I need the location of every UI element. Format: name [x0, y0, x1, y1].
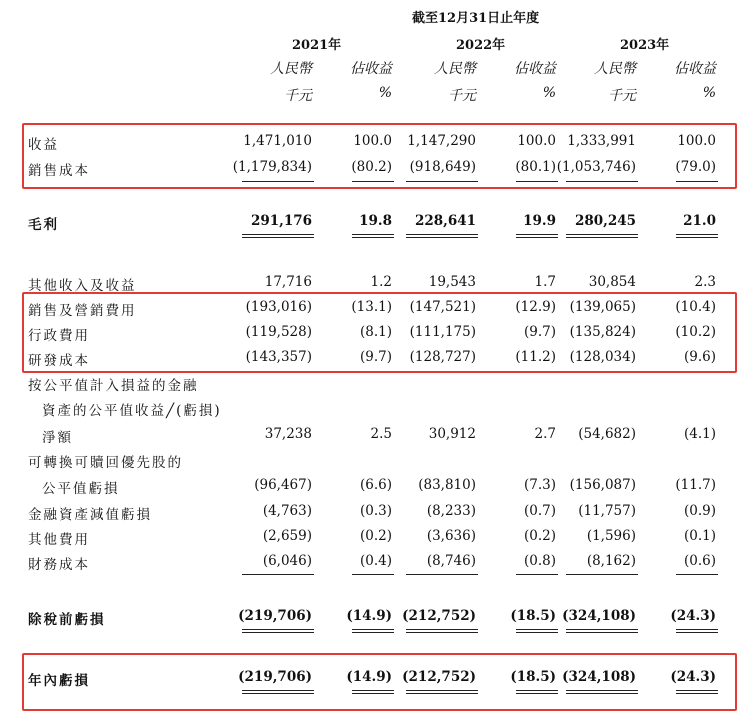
table-cell: (3,636): [426, 528, 476, 544]
underline: [516, 629, 558, 630]
table-cell: (96,467): [254, 477, 312, 493]
unit-label: 千元: [448, 88, 476, 104]
table-cell: (11.2): [515, 349, 556, 365]
row-label: 銷售成本: [28, 163, 90, 179]
table-cell: (2,659): [262, 528, 312, 544]
table-cell: (83,810): [418, 477, 476, 493]
underline: [352, 574, 394, 575]
underline: [352, 629, 394, 630]
table-cell: 19.8: [359, 213, 392, 229]
year-2022-header: 2022年: [456, 38, 506, 53]
table-cell: (219,706): [238, 608, 312, 624]
underline: [676, 632, 718, 633]
row-label: 銷售及營銷費用: [28, 303, 137, 319]
table-cell: (193,016): [245, 299, 312, 315]
table-cell: 2.3: [694, 274, 716, 290]
table-cell: 1,333,991: [567, 133, 636, 149]
row-label: 可轉換可贖回優先股的: [28, 455, 183, 471]
table-cell: (8,746): [426, 553, 476, 569]
underline: [676, 574, 718, 575]
table-cell: (111,175): [409, 324, 476, 340]
table-cell: (13.1): [351, 299, 392, 315]
table-cell: (8.1): [359, 324, 392, 340]
row-label: 毛利: [28, 217, 59, 233]
table-cell: (12.9): [515, 299, 556, 315]
underline: [352, 234, 394, 235]
row-label: 資產的公平值收益╱(虧損): [42, 403, 222, 419]
period-header: 截至12月31日止年度: [412, 11, 540, 26]
table-cell: (14.9): [346, 608, 392, 624]
table-cell: (14.9): [346, 669, 392, 685]
table-cell: 100.0: [517, 133, 556, 149]
highlight-box-revenue: [22, 123, 737, 189]
row-label: 金融資產減值虧損: [28, 507, 152, 523]
row-label: 其他費用: [28, 532, 90, 548]
table-cell: (0.4): [359, 553, 392, 569]
table-cell: (11,757): [578, 503, 636, 519]
table-cell: (0.6): [683, 553, 716, 569]
currency-label: 人民幣: [594, 61, 636, 77]
underline: [406, 234, 478, 235]
table-cell: (128,034): [569, 349, 636, 365]
underline: [352, 632, 394, 633]
table-cell: (0.2): [523, 528, 556, 544]
table-cell: (8,233): [426, 503, 476, 519]
year-2021-header: 2021年: [292, 38, 342, 53]
underline: [406, 632, 478, 633]
table-cell: 37,238: [264, 426, 312, 442]
underline: [676, 234, 718, 235]
table-cell: (24.3): [670, 669, 716, 685]
row-label: 其他收入及收益: [28, 278, 137, 294]
underline: [566, 234, 638, 235]
table-cell: (6.6): [359, 477, 392, 493]
table-cell: (143,357): [245, 349, 312, 365]
table-cell: (324,108): [562, 608, 636, 624]
table-cell: (6,046): [262, 553, 312, 569]
pct-of-revenue-label: 佔收益: [514, 61, 556, 77]
table-cell: (139,065): [569, 299, 636, 315]
table-cell: 100.0: [353, 133, 392, 149]
underline: [566, 237, 638, 238]
underline: [242, 234, 314, 235]
row-label: 行政費用: [28, 328, 90, 344]
table-cell: 1,147,290: [407, 133, 476, 149]
table-cell: (24.3): [670, 608, 716, 624]
underline: [406, 629, 478, 630]
table-cell: 19.9: [523, 213, 556, 229]
underline: [566, 632, 638, 633]
currency-label: 人民幣: [434, 61, 476, 77]
row-label: 公平值虧損: [42, 481, 120, 497]
table-cell: 2.7: [534, 426, 556, 442]
underline: [516, 237, 558, 238]
underline: [242, 237, 314, 238]
underline: [242, 629, 314, 630]
row-label: 除稅前虧損: [28, 612, 106, 628]
table-cell: 17,716: [264, 274, 312, 290]
table-cell: (147,521): [409, 299, 476, 315]
table-cell: (4.1): [683, 426, 716, 442]
row-label: 淨額: [42, 430, 73, 446]
underline: [242, 632, 314, 633]
table-cell: (1,053,746): [556, 159, 636, 175]
table-cell: (0.9): [683, 503, 716, 519]
underline: [676, 629, 718, 630]
table-cell: 2.5: [370, 426, 392, 442]
table-cell: (10.2): [675, 324, 716, 340]
table-cell: 1.7: [534, 274, 556, 290]
percent-sign-label: %: [542, 85, 556, 101]
table-cell: (9.7): [523, 324, 556, 340]
table-cell: (0.2): [359, 528, 392, 544]
table-cell: (212,752): [402, 608, 476, 624]
table-cell: (18.5): [510, 669, 556, 685]
table-cell: 19,543: [428, 274, 476, 290]
table-cell: (7.3): [523, 477, 556, 493]
table-cell: (80.2): [351, 159, 392, 175]
table-cell: (918,649): [409, 159, 476, 175]
underline: [516, 632, 558, 633]
year-2023-header: 2023年: [620, 38, 670, 53]
row-label: 年內虧損: [28, 673, 90, 689]
table-cell: (219,706): [238, 669, 312, 685]
table-cell: 30,912: [428, 426, 476, 442]
table-cell: (156,087): [569, 477, 636, 493]
underline: [516, 574, 558, 575]
table-cell: (1,179,834): [232, 159, 312, 175]
table-cell: 280,245: [574, 213, 636, 229]
table-cell: (80.1): [515, 159, 556, 175]
table-cell: (212,752): [402, 669, 476, 685]
percent-sign-label: %: [702, 85, 716, 101]
unit-label: 千元: [608, 88, 636, 104]
table-cell: (0.3): [359, 503, 392, 519]
row-label: 收益: [28, 137, 59, 153]
pct-of-revenue-label: 佔收益: [674, 61, 716, 77]
underline: [406, 574, 478, 575]
table-cell: (0.8): [523, 553, 556, 569]
table-cell: (18.5): [510, 608, 556, 624]
underline: [566, 629, 638, 630]
underline: [242, 574, 314, 575]
percent-sign-label: %: [378, 85, 392, 101]
row-label: 財務成本: [28, 557, 90, 573]
underline: [516, 234, 558, 235]
table-cell: (8,162): [586, 553, 636, 569]
table-cell: 228,641: [414, 213, 476, 229]
table-cell: (1,596): [586, 528, 636, 544]
underline: [566, 574, 638, 575]
table-cell: (0.1): [683, 528, 716, 544]
underline: [406, 237, 478, 238]
table-cell: 30,854: [588, 274, 636, 290]
table-cell: (119,528): [245, 324, 312, 340]
underline: [352, 237, 394, 238]
table-cell: (0.7): [523, 503, 556, 519]
table-cell: (79.0): [675, 159, 716, 175]
currency-label: 人民幣: [270, 61, 312, 77]
table-cell: 291,176: [250, 213, 312, 229]
highlight-box-loss-for-year: [22, 653, 737, 711]
table-cell: (4,763): [262, 503, 312, 519]
table-cell: (54,682): [578, 426, 636, 442]
table-cell: (135,824): [569, 324, 636, 340]
table-cell: 100.0: [677, 133, 716, 149]
table-cell: (9.6): [683, 349, 716, 365]
highlight-box-expenses: [22, 292, 737, 373]
table-cell: 1.2: [370, 274, 392, 290]
table-cell: (324,108): [562, 669, 636, 685]
underline: [676, 237, 718, 238]
table-cell: (128,727): [409, 349, 476, 365]
unit-label: 千元: [284, 88, 312, 104]
row-label: 按公平值計入損益的金融: [28, 378, 199, 394]
table-cell: 1,471,010: [243, 133, 312, 149]
row-label: 研發成本: [28, 353, 90, 369]
table-cell: (9.7): [359, 349, 392, 365]
table-cell: 21.0: [683, 213, 716, 229]
table-cell: (11.7): [675, 477, 716, 493]
table-cell: (10.4): [675, 299, 716, 315]
pct-of-revenue-label: 佔收益: [350, 61, 392, 77]
